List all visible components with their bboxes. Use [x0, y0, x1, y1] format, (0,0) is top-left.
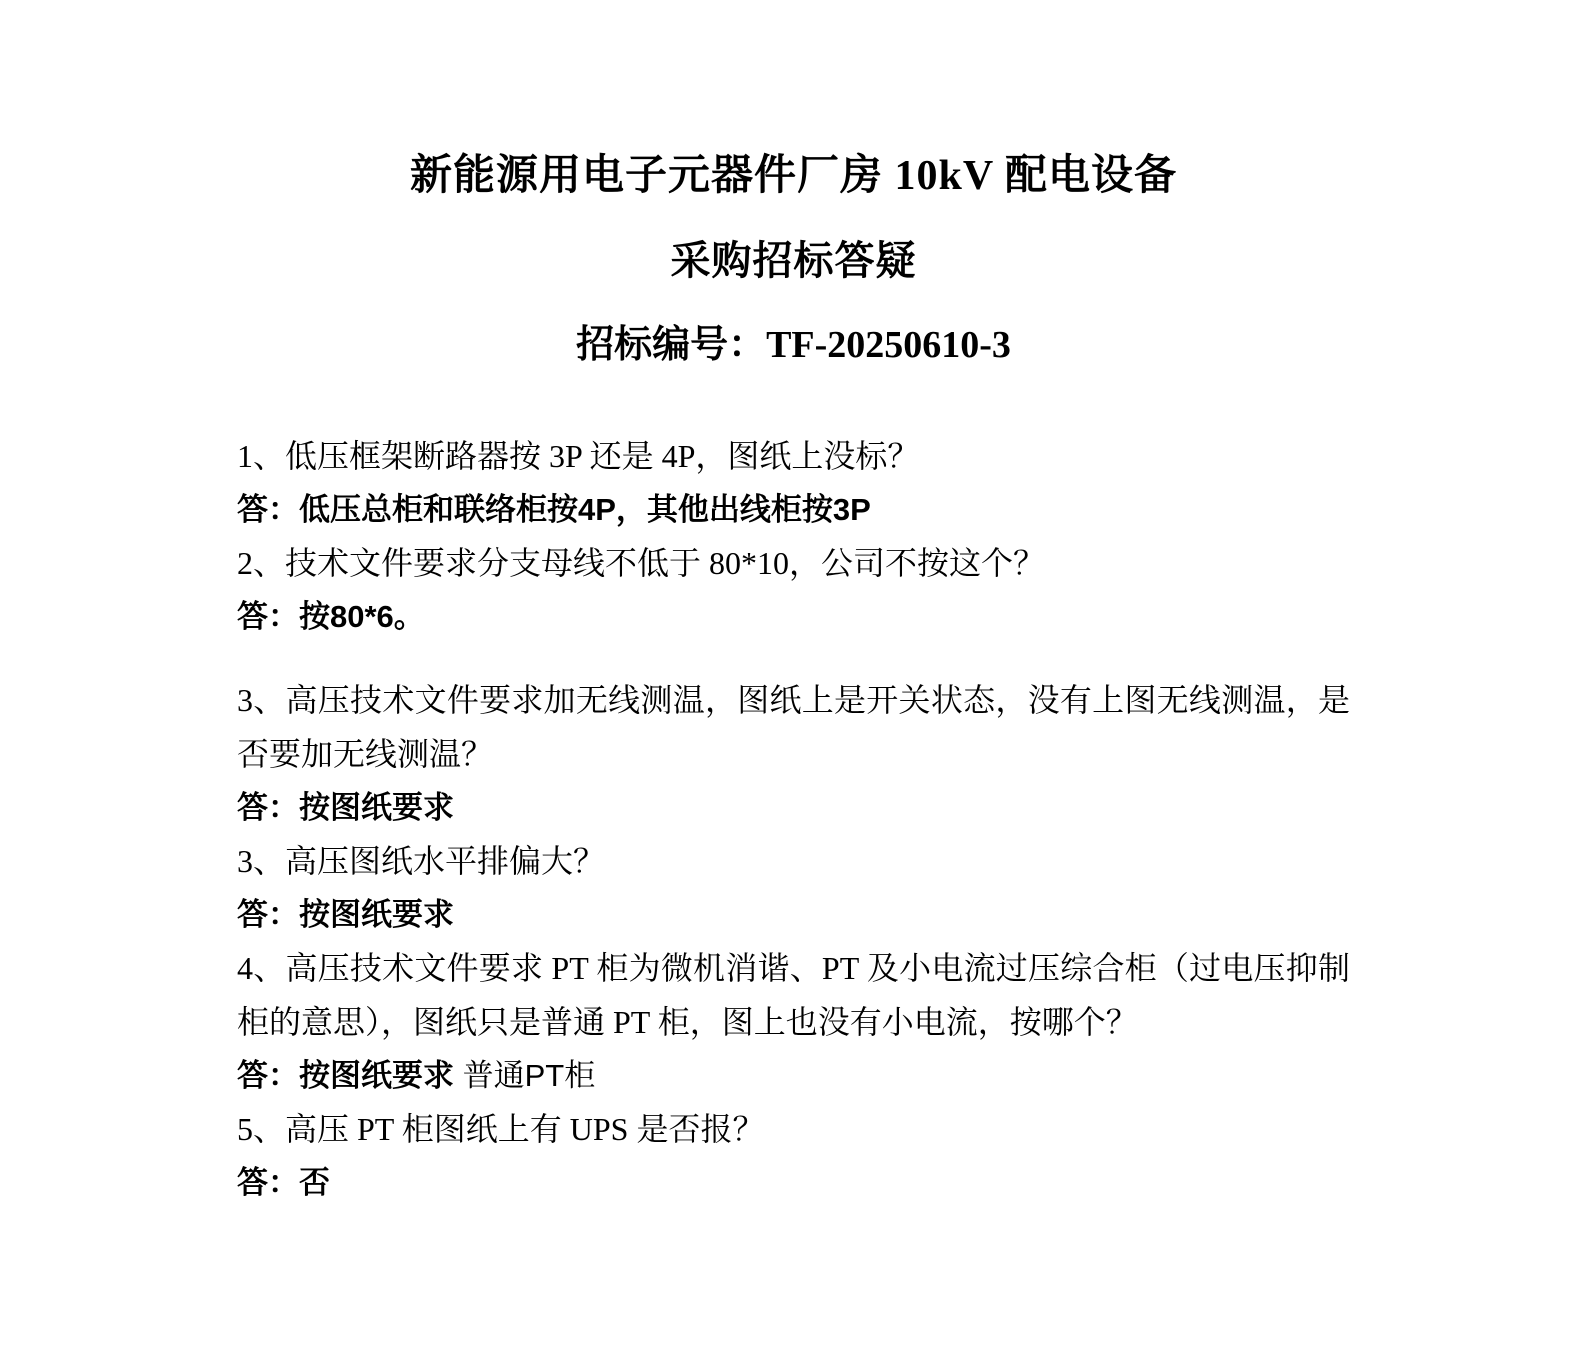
question-text-3: 3、高压技术文件要求加无线测温，图纸上是开关状态，没有上图无线测温，是否要加无线测温？ [237, 682, 1350, 772]
answer-text-3 [237, 781, 1350, 834]
question-text-1: 1、低压框架断路器按 3P 还是 4P，图纸上没标？ [237, 438, 920, 474]
answer-bold-text-4: 答：按图纸要求 [237, 897, 454, 932]
question-text-4: 3、高压图纸水平排偏大？ [237, 843, 606, 879]
answer-bold-text-5: 答：按图纸要求 [237, 1058, 454, 1093]
question-text-6: 5、高压 PT 柜图纸上有 UPS 是否报？ [237, 1111, 765, 1147]
qa-list [237, 429, 1350, 1209]
document-subtitle: 采购招标答疑 [670, 238, 917, 283]
document-title: 新能源用电子元器件厂房 10kV 配电设备 [410, 153, 1177, 199]
answer-bold-text-1: 答：低压总柜和联络柜按4P，其他出线柜按3P [237, 492, 871, 527]
qa-item-5 [237, 941, 1350, 1102]
answer-bold-text-2: 答：按80*6。 [237, 599, 425, 634]
question-text-5: 4、高压技术文件要求 PT 柜为微机消谐、PT 及小电流过压综合柜（过电压抑制柜的意思），图纸只是普通 PT 柜，图上也没有小电流，按哪个？ [237, 950, 1350, 1040]
bid-number: 招标编号：TF-20250610-3 [576, 324, 1011, 366]
answer-bold-text-3: 答：按图纸要求 [237, 790, 454, 825]
answer-text-6 [237, 1156, 1350, 1209]
qa-item-1 [237, 429, 1350, 536]
qa-item-2 [237, 536, 1350, 643]
question-text-2: 2、技术文件要求分支母线不低于 80*10，公司不按这个？ [237, 545, 1046, 581]
qa-item-4 [237, 834, 1350, 941]
answer-bold-text-6: 答：否 [237, 1165, 330, 1200]
answer-text-1 [237, 483, 1350, 536]
answer-text-2 [237, 590, 1350, 643]
document-header [237, 152, 1350, 369]
answer-text-4 [237, 888, 1350, 941]
qa-item-3 [237, 673, 1350, 834]
answer-text-5 [237, 1049, 1350, 1102]
qa-item-6 [237, 1102, 1350, 1209]
answer-suffix-text-5: 普通PT柜 [454, 1058, 596, 1093]
